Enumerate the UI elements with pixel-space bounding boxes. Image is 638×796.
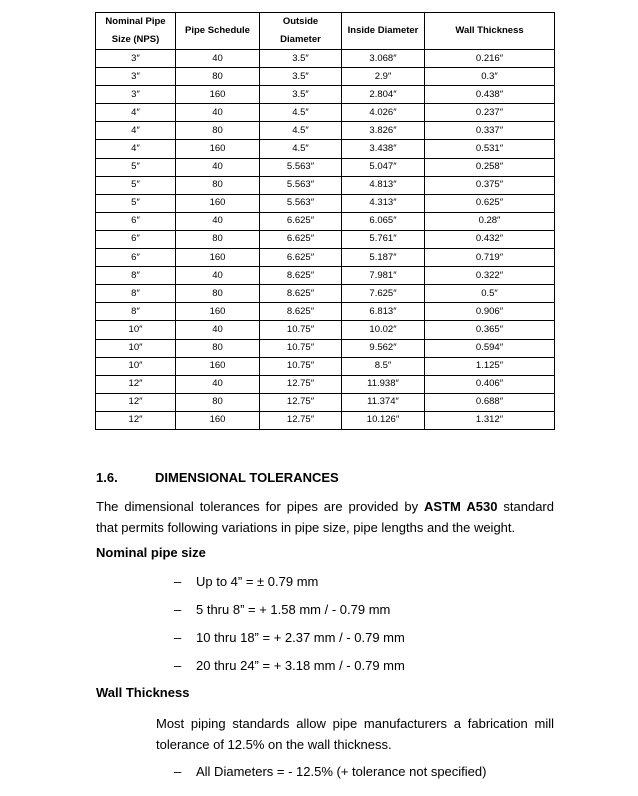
cell-schedule: 40 (176, 212, 260, 230)
cell-wall-thickness: 0.5″ (425, 285, 555, 303)
cell-wall-thickness: 0.432″ (425, 230, 555, 248)
dash-bullet: – (174, 630, 182, 645)
cell-schedule: 160 (176, 194, 260, 212)
list-item (174, 658, 405, 673)
header-od-line1: Outside (282, 16, 319, 27)
cell-nominal-size: 12″ (96, 393, 176, 411)
list-item-text: 5 thru 8” = + 1.58 mm / - 0.79 mm (196, 602, 391, 617)
cell-outside-diameter: 6.625″ (260, 249, 342, 267)
cell-inside-diameter: 7.981″ (342, 267, 425, 285)
cell-inside-diameter: 9.562″ (342, 339, 425, 357)
table-row (96, 339, 555, 357)
dash-bullet: – (174, 574, 182, 589)
cell-inside-diameter: 4.313″ (342, 194, 425, 212)
cell-wall-thickness: 0.438″ (425, 86, 555, 104)
intro-paragraph (96, 496, 554, 538)
table-row (96, 50, 555, 68)
cell-outside-diameter: 4.5″ (260, 140, 342, 158)
cell-nominal-size: 12″ (96, 375, 176, 393)
cell-nominal-size: 8″ (96, 285, 176, 303)
cell-outside-diameter: 4.5″ (260, 104, 342, 122)
table-row (96, 86, 555, 104)
cell-wall-thickness: 0.531″ (425, 140, 555, 158)
cell-inside-diameter: 11.938″ (342, 375, 425, 393)
cell-nominal-size: 4″ (96, 140, 176, 158)
cell-schedule: 80 (176, 122, 260, 140)
list-item (174, 764, 486, 779)
cell-nominal-size: 5″ (96, 158, 176, 176)
table-body (96, 50, 555, 430)
header-nps-line2: Size (NPS) (111, 34, 160, 45)
cell-nominal-size: 5″ (96, 176, 176, 194)
cell-inside-diameter: 3.826″ (342, 122, 425, 140)
cell-wall-thickness: 0.337″ (425, 122, 555, 140)
table-row (96, 249, 555, 267)
cell-wall-thickness: 0.237″ (425, 104, 555, 122)
cell-wall-thickness: 0.216″ (425, 50, 555, 68)
table-row (96, 357, 555, 375)
header-wall-thickness: Wall Thickness (425, 13, 555, 50)
cell-wall-thickness: 0.375″ (425, 176, 555, 194)
list-item (174, 602, 390, 617)
list-item-text: 10 thru 18” = + 2.37 mm / - 0.79 mm (196, 630, 405, 645)
cell-wall-thickness: 0.406″ (425, 375, 555, 393)
list-item-text: Up to 4” = ± 0.79 mm (196, 574, 319, 589)
cell-outside-diameter: 10.75″ (260, 357, 342, 375)
cell-inside-diameter: 10.126″ (342, 411, 425, 429)
cell-outside-diameter: 8.625″ (260, 303, 342, 321)
cell-nominal-size: 8″ (96, 267, 176, 285)
cell-nominal-size: 10″ (96, 357, 176, 375)
cell-outside-diameter: 8.625″ (260, 285, 342, 303)
cell-wall-thickness: 0.906″ (425, 303, 555, 321)
header-inside-diameter: Inside Diameter (342, 13, 425, 50)
table-row (96, 321, 555, 339)
header-od-line2: Diameter (280, 34, 321, 45)
cell-inside-diameter: 5.187″ (342, 249, 425, 267)
table-row (96, 176, 555, 194)
cell-inside-diameter: 7.625″ (342, 285, 425, 303)
dash-bullet: – (174, 602, 182, 617)
cell-nominal-size: 10″ (96, 321, 176, 339)
cell-outside-diameter: 10.75″ (260, 321, 342, 339)
cell-nominal-size: 6″ (96, 230, 176, 248)
cell-outside-diameter: 12.75″ (260, 411, 342, 429)
cell-schedule: 80 (176, 339, 260, 357)
cell-schedule: 160 (176, 357, 260, 375)
intro-text-before: The dimensional tolerances for pipes are provided by (96, 499, 425, 514)
cell-schedule: 80 (176, 393, 260, 411)
cell-schedule: 160 (176, 249, 260, 267)
cell-nominal-size: 3″ (96, 50, 176, 68)
cell-nominal-size: 8″ (96, 303, 176, 321)
table-row (96, 194, 555, 212)
cell-inside-diameter: 8.5″ (342, 357, 425, 375)
cell-inside-diameter: 10.02″ (342, 321, 425, 339)
cell-schedule: 160 (176, 86, 260, 104)
list-item-text: 20 thru 24” = + 3.18 mm / - 0.79 mm (196, 658, 405, 673)
wall-thickness-paragraph: Most piping standards allow pipe manufacturers a fabrication mill tolerance of 12.5% on the wall thickness. (156, 716, 554, 752)
cell-outside-diameter: 12.75″ (260, 375, 342, 393)
header-nps-line1: Nominal Pipe (105, 16, 166, 27)
cell-schedule: 40 (176, 104, 260, 122)
cell-inside-diameter: 5.761″ (342, 230, 425, 248)
header-outside-diameter (260, 13, 342, 50)
standard-name: ASTM A530 (424, 499, 498, 514)
cell-outside-diameter: 3.5″ (260, 68, 342, 86)
cell-nominal-size: 4″ (96, 104, 176, 122)
cell-inside-diameter: 5.047″ (342, 158, 425, 176)
header-pipe-schedule: Pipe Schedule (176, 13, 260, 50)
cell-schedule: 40 (176, 375, 260, 393)
cell-nominal-size: 10″ (96, 339, 176, 357)
cell-wall-thickness: 0.688″ (425, 393, 555, 411)
cell-outside-diameter: 10.75″ (260, 339, 342, 357)
header-nominal-pipe-size (96, 13, 176, 50)
cell-schedule: 80 (176, 176, 260, 194)
cell-schedule: 40 (176, 267, 260, 285)
table-row (96, 393, 555, 411)
cell-outside-diameter: 5.563″ (260, 194, 342, 212)
cell-wall-thickness: 1.125″ (425, 357, 555, 375)
cell-wall-thickness: 0.258″ (425, 158, 555, 176)
cell-schedule: 80 (176, 68, 260, 86)
list-item-text: All Diameters = - 12.5% (+ tolerance not specified) (196, 764, 487, 779)
cell-nominal-size: 4″ (96, 122, 176, 140)
cell-inside-diameter: 2.804″ (342, 86, 425, 104)
table-row (96, 230, 555, 248)
cell-schedule: 80 (176, 230, 260, 248)
cell-wall-thickness: 0.719″ (425, 249, 555, 267)
table-row (96, 212, 555, 230)
cell-inside-diameter: 2.9″ (342, 68, 425, 86)
pipe-dimensions-table (95, 12, 555, 430)
cell-outside-diameter: 5.563″ (260, 176, 342, 194)
table-row (96, 104, 555, 122)
cell-inside-diameter: 3.068″ (342, 50, 425, 68)
section-heading (96, 470, 339, 485)
cell-wall-thickness: 0.322″ (425, 267, 555, 285)
table-row (96, 140, 555, 158)
cell-outside-diameter: 3.5″ (260, 50, 342, 68)
cell-nominal-size: 3″ (96, 86, 176, 104)
cell-nominal-size: 6″ (96, 249, 176, 267)
cell-wall-thickness: 0.365″ (425, 321, 555, 339)
table-row (96, 267, 555, 285)
cell-wall-thickness: 0.28″ (425, 212, 555, 230)
cell-wall-thickness: 1.312″ (425, 411, 555, 429)
cell-schedule: 160 (176, 411, 260, 429)
cell-inside-diameter: 6.065″ (342, 212, 425, 230)
table-row (96, 122, 555, 140)
cell-inside-diameter: 6.813″ (342, 303, 425, 321)
section-title: DIMENSIONAL TOLERANCES (155, 470, 339, 485)
cell-outside-diameter: 5.563″ (260, 158, 342, 176)
table-row (96, 68, 555, 86)
cell-outside-diameter: 12.75″ (260, 393, 342, 411)
dash-bullet: – (174, 764, 182, 779)
cell-wall-thickness: 0.625″ (425, 194, 555, 212)
table-row (96, 303, 555, 321)
cell-nominal-size: 5″ (96, 194, 176, 212)
cell-nominal-size: 6″ (96, 212, 176, 230)
wall-thickness-heading: Wall Thickness (96, 685, 190, 700)
cell-schedule: 40 (176, 321, 260, 339)
table-row (96, 375, 555, 393)
cell-nominal-size: 12″ (96, 411, 176, 429)
dash-bullet: – (174, 658, 182, 673)
table-row (96, 285, 555, 303)
cell-wall-thickness: 0.594″ (425, 339, 555, 357)
cell-inside-diameter: 4.813″ (342, 176, 425, 194)
cell-outside-diameter: 3.5″ (260, 86, 342, 104)
table-header-row (96, 13, 555, 50)
cell-inside-diameter: 3.438″ (342, 140, 425, 158)
cell-outside-diameter: 6.625″ (260, 230, 342, 248)
nominal-pipe-size-heading: Nominal pipe size (96, 545, 206, 560)
cell-schedule: 40 (176, 158, 260, 176)
cell-inside-diameter: 11.374″ (342, 393, 425, 411)
cell-schedule: 160 (176, 303, 260, 321)
table-row (96, 411, 555, 429)
cell-wall-thickness: 0.3″ (425, 68, 555, 86)
cell-schedule: 40 (176, 50, 260, 68)
cell-schedule: 160 (176, 140, 260, 158)
cell-nominal-size: 3″ (96, 68, 176, 86)
cell-schedule: 80 (176, 285, 260, 303)
cell-outside-diameter: 4.5″ (260, 122, 342, 140)
list-item (174, 574, 318, 589)
cell-inside-diameter: 4.026″ (342, 104, 425, 122)
cell-outside-diameter: 6.625″ (260, 212, 342, 230)
table-row (96, 158, 555, 176)
intro-text-after: standard that permits following variations in pipe size, pipe lengths and the weight. (96, 499, 554, 535)
cell-outside-diameter: 8.625″ (260, 267, 342, 285)
section-number: 1.6. (96, 470, 118, 485)
list-item (174, 630, 405, 645)
